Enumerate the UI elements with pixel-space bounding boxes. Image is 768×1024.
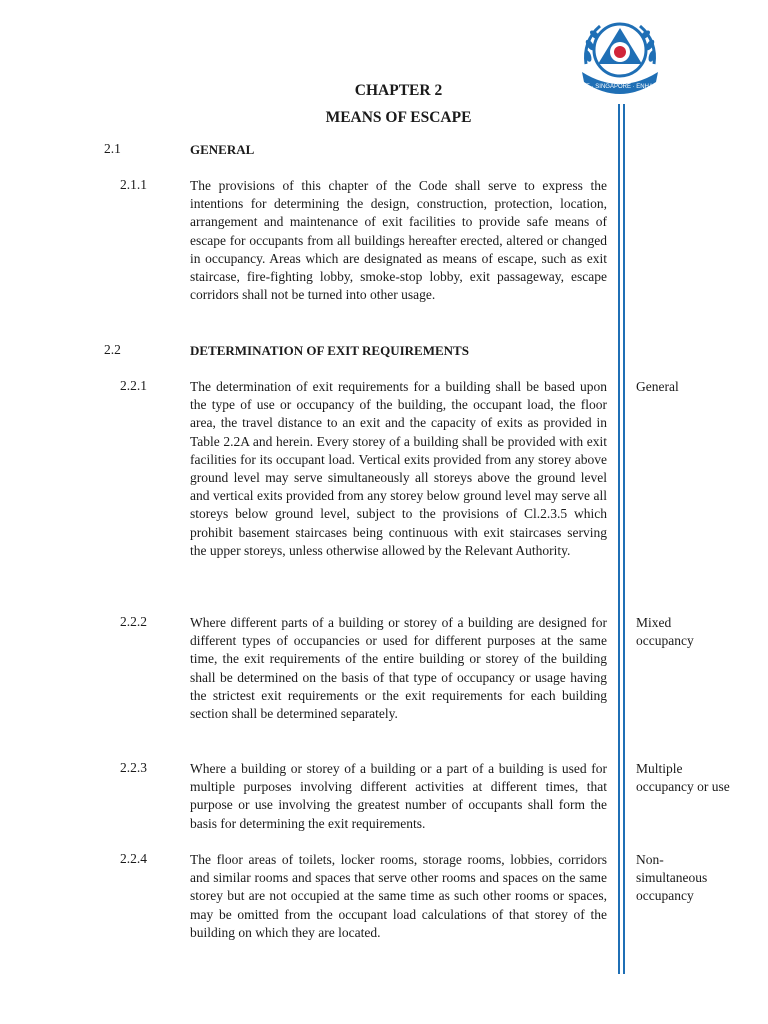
margin-note: Multiple occupancy or use — [636, 761, 730, 795]
clause-text: The provisions of this chapter of the Code shall serve to express the intentions for determining the design, construction, protection, location, arrangement and maintenance of exit facilities to provide safe means of escape for occupants from all buildings hereafter erected, altered or changed in occupancy. Areas which are designated as means of escape, such as exit staircase, fire-fighting lobby, smoke-stop lobby, exit passageway, escape corridors shall not be turned into other usage. — [190, 178, 607, 303]
clause-number: 2.2.1 — [120, 378, 147, 393]
clause-number: 2.1.1 — [120, 177, 147, 192]
section-number: 2.1 — [104, 141, 121, 156]
clause-text: Where different parts of a building or storey of a building are designed for different types of occupancies or used for different purposes at the same time, the exit requirements of the entire building or storey of the building shall be determined on the basis of that type of occupancy or usage having the strictest exit requirements or the exit requirements for each building section shall be determined separately. — [190, 615, 607, 722]
clause-text: Where a building or storey of a building or a part of a building is used for multiple purposes involving different activities at different times, that purpose or use involving the greatest number of occupants shall form the basis for determining the exit requirements. — [190, 761, 607, 831]
margin-note: Mixed occupancy — [636, 615, 694, 649]
clause-text: The floor areas of toilets, locker rooms, storage rooms, lobbies, corridors and similar rooms and spaces that serve other rooms and spaces on the same storey but are not occupied at the same time as such other rooms or spaces, may be omitted from the occupant load calculations of that storey of the building on which they are located. — [190, 852, 607, 940]
clause-text: The determination of exit requirements for a building shall be based upon the type of use or occupancy of the building, the occupant load, the floor area, the travel distance to an exit and the capacity of exits as provided in Table 2.2A and herein. Every storey of a building shall be provided with exit facilities for its occupant load. Vertical exits provided from any storey above ground level may serve simultaneously all storeys above the ground level and vertical exits provided from any storey below ground level may serve all storeys below ground level, subject to the provisions of Cl.2.3.5 which prohibit basement staircases being continuous with exit staircases serving the upper storeys, unless otherwise allowed by the Relevant Authority. — [190, 379, 607, 558]
margin-note: General — [636, 379, 679, 394]
logo-lettering: SAVE · SINGAPORE · ENHANCE — [574, 84, 666, 90]
margin-note: Non-simultaneous occupancy — [636, 852, 708, 904]
chapter-title: MEANS OF ESCAPE — [325, 109, 472, 126]
clause-number: 2.2.4 — [120, 851, 147, 866]
section-heading: GENERAL — [190, 142, 255, 157]
clause-number: 2.2.2 — [120, 614, 147, 629]
section-number: 2.2 — [104, 342, 121, 357]
section-heading: DETERMINATION OF EXIT REQUIREMENTS — [190, 343, 469, 358]
margin-rule — [618, 104, 626, 974]
chapter-number: CHAPTER 2 — [354, 82, 443, 99]
clause-number: 2.2.3 — [120, 760, 147, 775]
